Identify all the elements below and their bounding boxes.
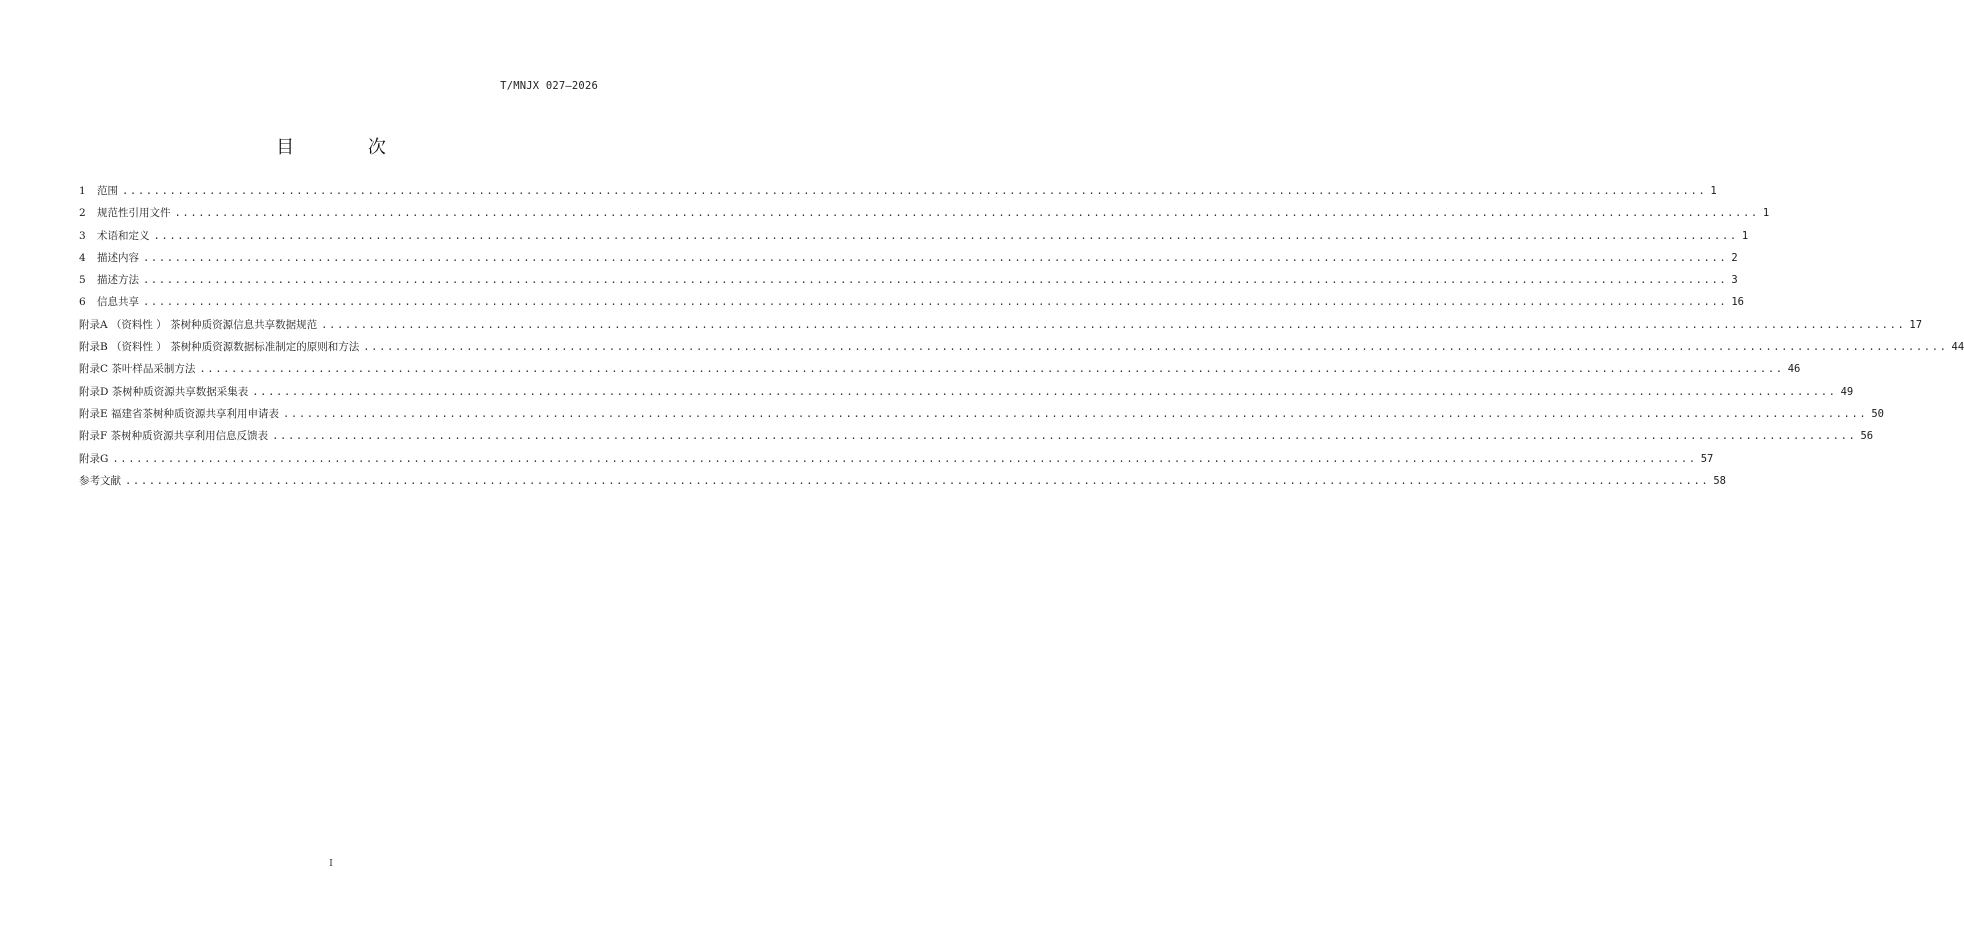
toc-entry-page: 3 [1731,274,1738,287]
dot-leader: ........................................................................................................................................................................................................ [125,474,1710,487]
toc-entry-label: 描述内容 [97,251,139,264]
toc-entry-page: 2 [1731,251,1738,264]
toc-entry-page: 1 [1762,207,1770,220]
toc-entry-label: 信息共享 [97,296,139,309]
toc-entry[interactable] [79,403,1884,425]
toc-entry[interactable] [79,202,1770,224]
toc-entry-label: 附录C 茶叶样品采制方法 [79,363,196,376]
toc-entry-page: 57 [1700,452,1714,465]
toc-entry[interactable] [79,269,1738,291]
toc-entry-number: 1 [79,185,86,197]
toc-entry-page: 46 [1787,363,1801,376]
toc-entry-page: 1 [1741,229,1749,242]
dot-leader: ........................................................................................................................................................................................................ [283,407,1868,420]
toc-entry[interactable] [79,358,1801,380]
toc-entry-page: 16 [1731,296,1744,309]
toc-entry[interactable] [79,381,1854,403]
dot-leader: ........................................................................................................................................................................................................ [174,207,1759,220]
toc-entry-label: 术语和定义 [97,229,150,242]
toc-entry-label: 附录F 茶树种质资源共享利用信息反馈表 [79,430,269,443]
toc-entry-page: 58 [1713,474,1726,487]
toc-entry-page: 56 [1860,430,1874,443]
dot-leader: ........................................................................................................................................................................................................ [122,185,1707,197]
dot-leader: ........................................................................................................................................................................................................ [321,318,1906,331]
toc-entry[interactable] [79,336,1964,358]
toc-entry[interactable] [79,425,1874,447]
toc-entry[interactable] [79,247,1738,269]
dot-leader: ........................................................................................................................................................................................................ [272,430,1857,443]
dot-leader: ........................................................................................................................................................................................................ [199,363,1784,376]
toc-entry-label: 附录D 茶树种质资源共享数据采集表 [79,385,249,398]
toc-entry-number: 2 [79,207,86,220]
dot-leader: ........................................................................................................................................................................................................ [252,385,1837,398]
toc-entry-number: 6 [79,296,86,309]
toc-entry-page: 1 [1710,185,1717,197]
toc-entry-page: 49 [1840,385,1854,398]
toc-title: 目 次 [276,137,420,158]
toc-entry-number: 4 [79,251,86,264]
toc-entry-number: 3 [79,229,86,242]
toc-entry-label: 规范性引用文件 [97,207,171,220]
toc-entry-page: 44 [1951,341,1964,354]
table-of-contents [79,180,1964,492]
page-number: I [329,858,333,869]
toc-entry-number: 5 [79,274,86,287]
toc-entry-label: 附录E 福建省茶树种质资源共享利用申请表 [79,407,280,420]
toc-entry[interactable] [79,291,1744,313]
toc-entry-label: 附录G [79,452,109,465]
toc-entry-label: 附录A （资料性 ） 茶树种质资源信息共享数据规范 [79,318,318,331]
dot-leader: ........................................................................................................................................................................................................ [143,274,1728,287]
document-code: T/MNJX 027—2026 [500,80,598,92]
toc-entry[interactable] [79,314,1923,336]
toc-entry[interactable] [79,470,1726,492]
toc-entry-label: 附录B （资料性 ） 茶树种质资源数据标准制定的原则和方法 [79,341,360,354]
toc-entry-label: 范围 [97,185,118,197]
toc-entry-page: 17 [1909,318,1923,331]
dot-leader: ........................................................................................................................................................................................................ [143,251,1728,264]
toc-entry[interactable] [79,225,1749,247]
toc-entry[interactable] [79,448,1714,470]
toc-entry-label: 参考文献 [79,474,121,487]
toc-entry-page: 50 [1871,407,1884,420]
dot-leader: ........................................................................................................................................................................................................ [112,452,1697,465]
toc-entry-label: 描述方法 [97,274,139,287]
toc-entry[interactable] [79,180,1717,202]
dot-leader: ........................................................................................................................................................................................................ [153,229,1738,242]
dot-leader: ........................................................................................................................................................................................................ [363,341,1948,354]
dot-leader: ........................................................................................................................................................................................................ [143,296,1728,309]
